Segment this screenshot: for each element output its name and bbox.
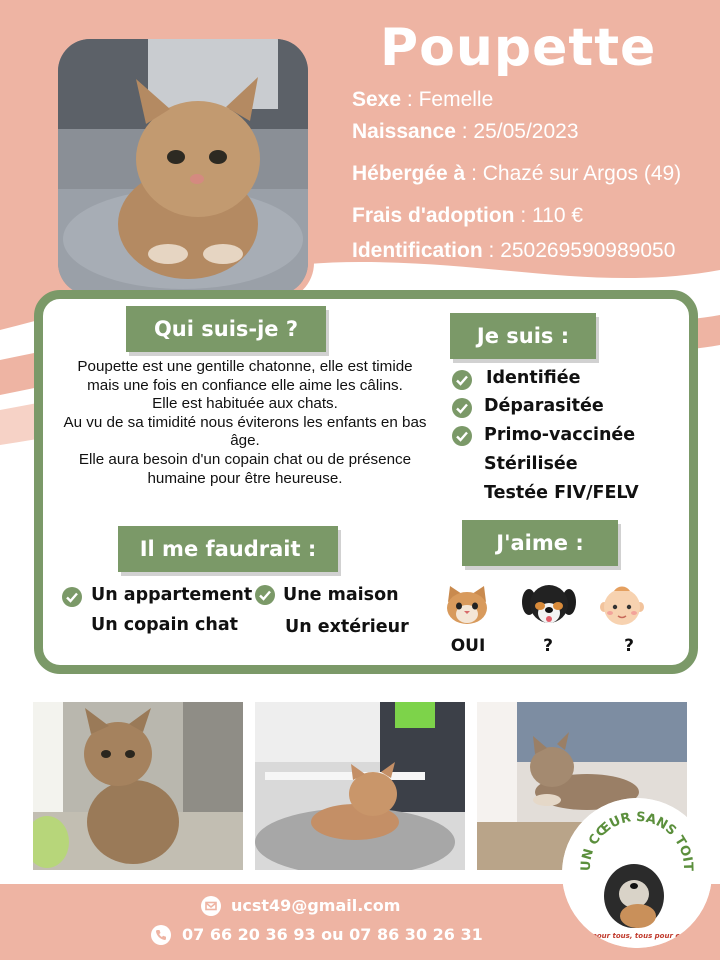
status-heading: Je suis : xyxy=(450,313,596,359)
need-outdoor: Un extérieur xyxy=(285,617,409,637)
pet-name-title: Poupette xyxy=(380,18,657,78)
about-paragraph: Elle est habituée aux chats. xyxy=(152,395,338,413)
about-heading: Qui suis-je ? xyxy=(126,306,326,352)
needs-heading: Il me faudrait : xyxy=(118,526,338,572)
like-answer-cats: OUI xyxy=(450,636,486,656)
check-icon xyxy=(452,426,472,446)
dog-face-icon xyxy=(521,582,577,628)
likes-heading: J'aime : xyxy=(462,520,618,566)
need-apartment: Un appartement xyxy=(91,585,253,605)
main-kitten-photo xyxy=(58,39,308,295)
status-item-sterilized: Stérilisée xyxy=(484,454,578,474)
like-answer-dogs: ? xyxy=(543,636,553,656)
check-icon xyxy=(452,370,472,390)
status-item-dewormed: Déparasitée xyxy=(484,396,604,416)
email-icon xyxy=(201,896,221,916)
svg-text:UN CŒUR SANS TOIT: UN CŒUR SANS TOIT xyxy=(578,809,696,872)
kitten-photo-2 xyxy=(255,702,465,870)
status-item-identified: Identifiée xyxy=(486,368,581,388)
kitten-photo-1 xyxy=(33,702,243,870)
like-answer-children: ? xyxy=(624,636,634,656)
need-house: Une maison xyxy=(283,585,399,605)
baby-face-icon xyxy=(600,585,644,627)
check-icon xyxy=(255,585,275,605)
main-photo-frame xyxy=(52,33,314,301)
info-fee: Frais d'adoption : 110 € xyxy=(352,204,584,227)
info-birth: Naissance : 25/05/2023 xyxy=(352,120,579,143)
check-icon xyxy=(62,587,82,607)
check-icon xyxy=(452,398,472,418)
need-cat-friend: Un copain chat xyxy=(91,615,239,635)
info-sex: Sexe : Femelle xyxy=(352,88,494,111)
svg-text:Un pour tous, tous pour eux !: Un pour tous, tous pour eux ! xyxy=(578,932,696,940)
info-location: Hébergée à : Chazé sur Argos (49) xyxy=(352,162,682,185)
association-logo xyxy=(562,798,712,948)
about-paragraph: Au vu de sa timidité nous éviterons les enfants en bas âge. xyxy=(63,413,427,450)
info-identification: Identification : 250269590989050 xyxy=(352,239,676,262)
status-item-tested: Testée FIV/FELV xyxy=(484,483,639,503)
contact-phone[interactable]: 07 66 20 36 93 ou 07 86 30 26 31 xyxy=(182,925,483,944)
status-item-vaccinated: Primo-vaccinée xyxy=(484,425,636,445)
contact-email[interactable]: ucst49@gmail.com xyxy=(231,896,401,915)
about-paragraph: Elle aura besoin d'un copain chat ou de présence humaine pour être heureuse. xyxy=(78,450,412,487)
about-description xyxy=(60,358,430,488)
about-paragraph: Poupette est une gentille chatonne, elle est timide mais une fois en confiance elle aime les câlins. xyxy=(77,358,413,394)
cat-face-icon xyxy=(444,584,490,626)
phone-icon xyxy=(151,925,171,945)
